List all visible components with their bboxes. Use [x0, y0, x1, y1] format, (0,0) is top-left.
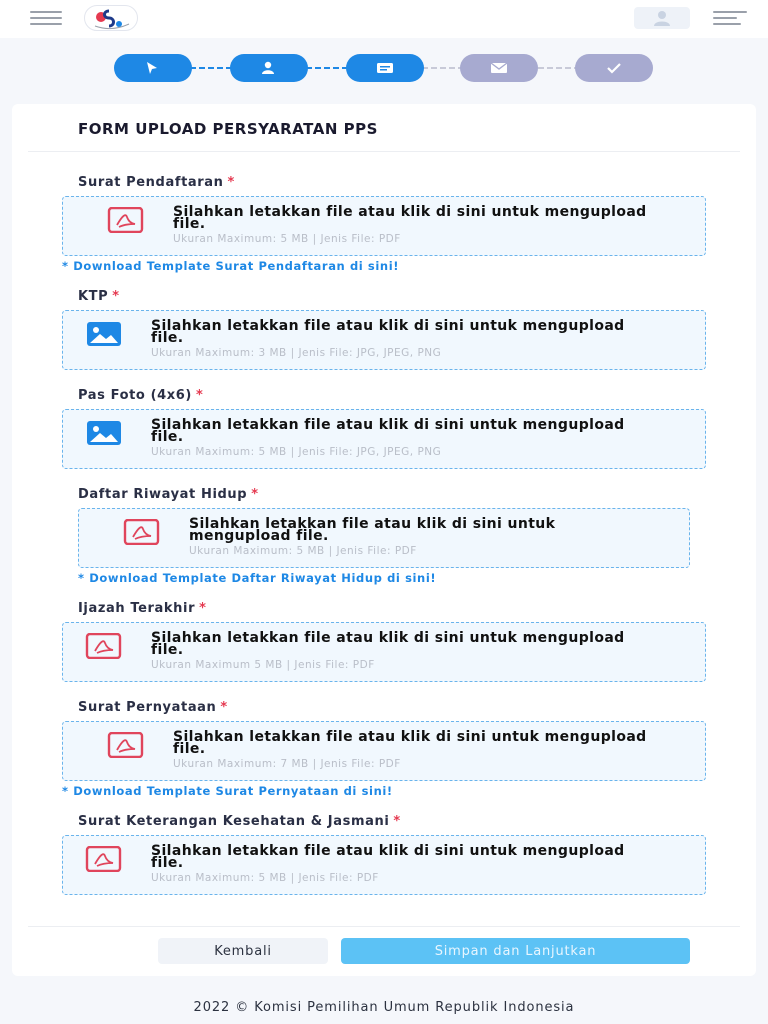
dropzone-hint: Ukuran Maximum: 5 MB | Jenis File: JPG, JPEG, PNG [151, 446, 442, 458]
dropzone-surat-pernyataan[interactable] [62, 721, 706, 781]
step-1[interactable] [114, 54, 192, 82]
pdf-file-icon [107, 732, 145, 758]
image-file-icon [85, 321, 123, 347]
user-icon [260, 60, 276, 76]
dropzone-text: Silahkan letakkan file atau klik di sini untuk mengupload file. [151, 417, 625, 445]
cursor-icon [144, 60, 160, 76]
step-2[interactable] [230, 54, 308, 82]
divider [28, 926, 740, 927]
form-title: FORM UPLOAD PERSYARATAN PPS [78, 120, 378, 138]
dropzone-ijazah-terakhir[interactable] [62, 622, 706, 682]
image-file-icon [85, 420, 123, 446]
field-label-surat-keterangan-kesehatan: Surat Keterangan Kesehatan & Jasmani * [78, 814, 401, 829]
save-and-continue-button[interactable]: Simpan dan Lanjutkan [341, 938, 690, 964]
step-connector [538, 67, 580, 69]
upload-form-card [12, 104, 756, 976]
back-button[interactable]: Kembali [158, 938, 328, 964]
dropzone-surat-pendaftaran[interactable] [62, 196, 706, 256]
field-label-pas-foto: Pas Foto (4x6) * [78, 388, 204, 403]
field-label-surat-pendaftaran: Surat Pendaftaran * [78, 175, 235, 190]
hamburger-icon[interactable] [30, 11, 62, 25]
field-label-ktp: KTP * [78, 289, 120, 304]
dropzone-text: Silahkan letakkan file atau klik di sini untuk mengupload file. [151, 630, 625, 658]
user-icon [652, 9, 672, 27]
copyright-text: 2022 © Komisi Pemilihan Umum Republik Indonesia [193, 1000, 575, 1015]
dropzone-hint: Ukuran Maximum: 3 MB | Jenis File: JPG, JPEG, PNG [151, 347, 442, 359]
pdf-file-icon [123, 519, 161, 545]
id-card-icon [376, 60, 394, 76]
dropzone-pas-foto[interactable] [62, 409, 706, 469]
step-connector [422, 67, 464, 69]
check-icon [605, 60, 623, 76]
download-template-link[interactable]: * Download Template Daftar Riwayat Hidup di sini! [78, 571, 437, 585]
envelope-icon [490, 60, 508, 76]
dropzone-hint: Ukuran Maximum 5 MB | Jenis File: PDF [151, 659, 375, 671]
dropzone-hint: Ukuran Maximum: 5 MB | Jenis File: PDF [189, 545, 417, 557]
field-label-daftar-riwayat-hidup: Daftar Riwayat Hidup * [78, 487, 259, 502]
dropzone-text: Silahkan letakkan file atau klik di sini untuk mengupload file. [173, 729, 647, 757]
pdf-file-icon [85, 633, 123, 659]
download-template-link[interactable]: * Download Template Surat Pendaftaran di sini! [62, 259, 400, 273]
dropzone-text: Silahkan letakkan file atau klik di sini untuk mengupload file. [189, 516, 556, 544]
pdf-file-icon [85, 846, 123, 872]
dropzone-hint: Ukuran Maximum: 5 MB | Jenis File: PDF [173, 233, 401, 245]
kpu-logo-icon[interactable] [84, 5, 138, 31]
dropzone-hint: Ukuran Maximum: 5 MB | Jenis File: PDF [151, 872, 379, 884]
step-connector [190, 67, 232, 69]
dropzone-text: Silahkan letakkan file atau klik di sini untuk mengupload file. [151, 843, 625, 871]
step-connector [306, 67, 348, 69]
field-label-ijazah-terakhir: Ijazah Terakhir * [78, 601, 207, 616]
progress-stepper [0, 54, 768, 84]
pdf-file-icon [107, 207, 145, 233]
user-menu-button[interactable] [634, 7, 690, 29]
step-5[interactable] [575, 54, 653, 82]
dropzone-text: Silahkan letakkan file atau klik di sini untuk mengupload file. [151, 318, 625, 346]
top-navbar [0, 0, 768, 38]
menu-lines-icon[interactable] [713, 11, 747, 25]
field-label-surat-pernyataan: Surat Pernyataan * [78, 700, 228, 715]
step-4[interactable] [460, 54, 538, 82]
download-template-link[interactable]: * Download Template Surat Pernyataan di sini! [62, 784, 393, 798]
dropzone-daftar-riwayat-hidup[interactable] [78, 508, 690, 568]
dropzone-hint: Ukuran Maximum: 7 MB | Jenis File: PDF [173, 758, 401, 770]
dropzone-surat-keterangan-kesehatan[interactable] [62, 835, 706, 895]
dropzone-ktp[interactable] [62, 310, 706, 370]
step-3[interactable] [346, 54, 424, 82]
divider [28, 151, 740, 152]
dropzone-text: Silahkan letakkan file atau klik di sini untuk mengupload file. [173, 204, 647, 232]
